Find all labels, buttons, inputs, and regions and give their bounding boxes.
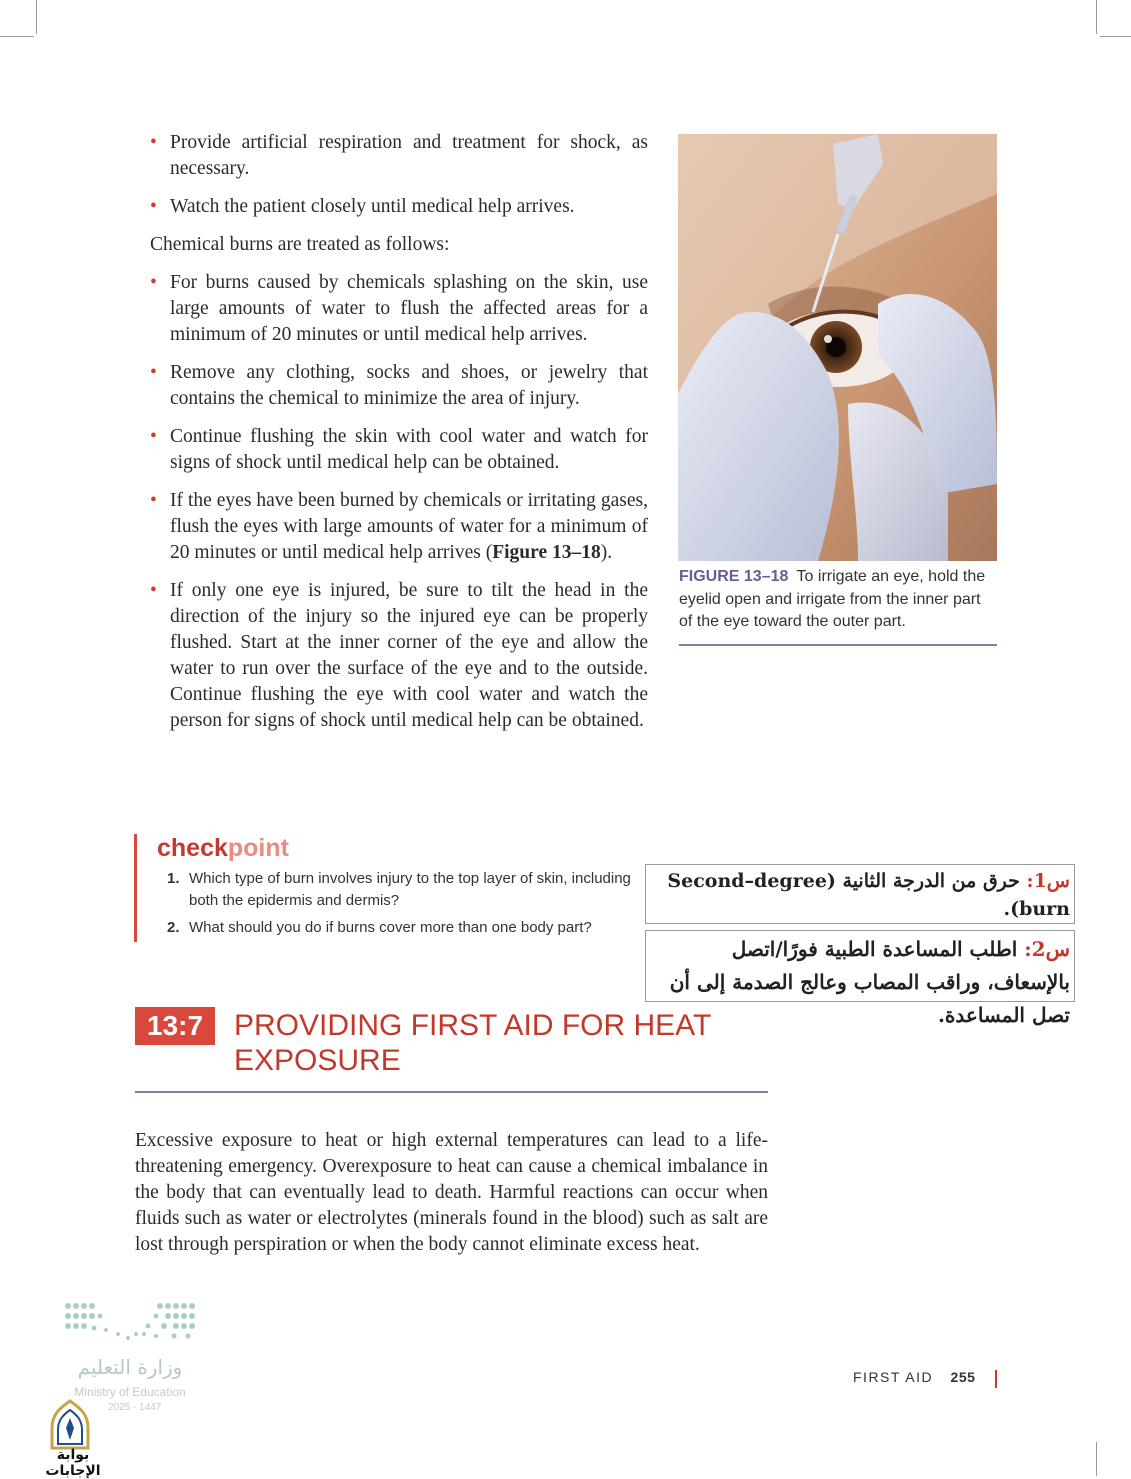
crop-mark xyxy=(0,36,34,37)
site-label: بوابة الإجابات xyxy=(45,1447,101,1479)
ministry-logo-dots xyxy=(60,1300,205,1355)
page-footer xyxy=(853,1369,975,1385)
answer-text: اطلب المساعدة الطبية فورًا/اتصل بالإسعاف، وراقب المصاب وعالج الصدمة إلى أن تصل المساعدة. xyxy=(669,937,1070,1027)
heat-exposure-paragraph: Excessive exposure to heat or high external temperatures can lead to a life-threatening emergency. Overexposure to heat can cause a chemical imbalance in the body that can eventually lead to death. Harmful reactions can occur when fluids such as water or electrolytes (minerals found in the blood) such as salt are lost through perspiration or when the body cannot eliminate excess heat. xyxy=(135,1130,768,1255)
footer-section: FIRST AID xyxy=(853,1369,934,1385)
section-divider xyxy=(135,1091,768,1093)
checkpoint-question: 2. What should you do if burns cover more than one body part? xyxy=(167,919,592,936)
bullet-item: • Continue flushing the skin with cool water and watch for signs of shock until medical help can be obtained. xyxy=(150,424,648,476)
page-number: 255 xyxy=(950,1369,976,1385)
answer-number: س2: xyxy=(1024,937,1070,961)
bullet-item: • Provide artificial respiration and treatment for shock, as necessary. xyxy=(150,130,648,182)
section-title: PROVIDING FIRST AID FOR HEAT EXPOSURE xyxy=(234,1009,711,1077)
intro-paragraph: Chemical burns are treated as follows: xyxy=(150,234,450,255)
figure-reference-link[interactable]: Figure 13–18 xyxy=(492,542,601,563)
checkpoint-question: 1. Which type of burn involves injury to the top layer of skin, including both the epidermis and dermis? xyxy=(167,870,631,909)
answer-box-2 xyxy=(645,930,1075,1027)
checkpoint-box xyxy=(134,834,647,942)
answer-text: حرق من الدرجة الثانية (Second–degree burn). xyxy=(667,870,1070,920)
checkpoint-questions xyxy=(167,868,647,944)
figure-caption-text: To irrigate an eye, hold the eyelid open and irrigate from the inner part of the eye toward the outer part. xyxy=(679,568,986,630)
bullet-item: • Remove any clothing, socks and shoes, or jewelry that contains the chemical to minimize the area of injury. xyxy=(150,360,648,412)
crop-mark xyxy=(1096,1442,1097,1476)
first-aid-bullet-list xyxy=(150,130,648,746)
bawaba-logo-icon xyxy=(44,1398,96,1450)
ministry-year: 2025 - 1447 xyxy=(108,1402,162,1413)
crop-mark xyxy=(1100,36,1131,37)
bullet-item: • For burns caused by chemicals splashing on the skin, use large amounts of water to flush the affected areas for a minimum of 20 minutes or until medical help arrives. xyxy=(150,270,648,348)
crop-mark xyxy=(1096,0,1097,34)
ministry-name-arabic: وزارة التعليم xyxy=(77,1355,183,1379)
answer-number: س1: xyxy=(1026,870,1070,892)
eye-irrigation-photo xyxy=(678,134,997,561)
answer-box-1 xyxy=(645,864,1075,924)
figure-caption xyxy=(679,566,997,646)
section-number: 13:7 xyxy=(135,1007,215,1045)
figure-label: FIGURE 13–18 xyxy=(679,568,789,585)
bullet-item: • If the eyes have been burned by chemicals or irritating gases, flush the eyes with large amounts of water for a minimum of 20 minutes or until medical help arrives (Figure 13–18). xyxy=(150,488,648,566)
ministry-name-english: Ministry of Education xyxy=(74,1385,186,1399)
footer-bar xyxy=(995,1370,997,1388)
bullet-item: • Watch the patient closely until medical help arrives. xyxy=(150,194,648,220)
bullet-item: • If only one eye is injured, be sure to tilt the head in the direction of the injury so the injured eye can be properly flushed. Start at the inner corner of the eye and allow the water to run over the surface of the eye and to the outside. Continue flushing the eye with cool water and watch the person for signs of shock until medical help can be obtained. xyxy=(150,578,648,734)
crop-mark xyxy=(36,0,37,34)
checkpoint-title: checkpoint xyxy=(157,834,289,862)
